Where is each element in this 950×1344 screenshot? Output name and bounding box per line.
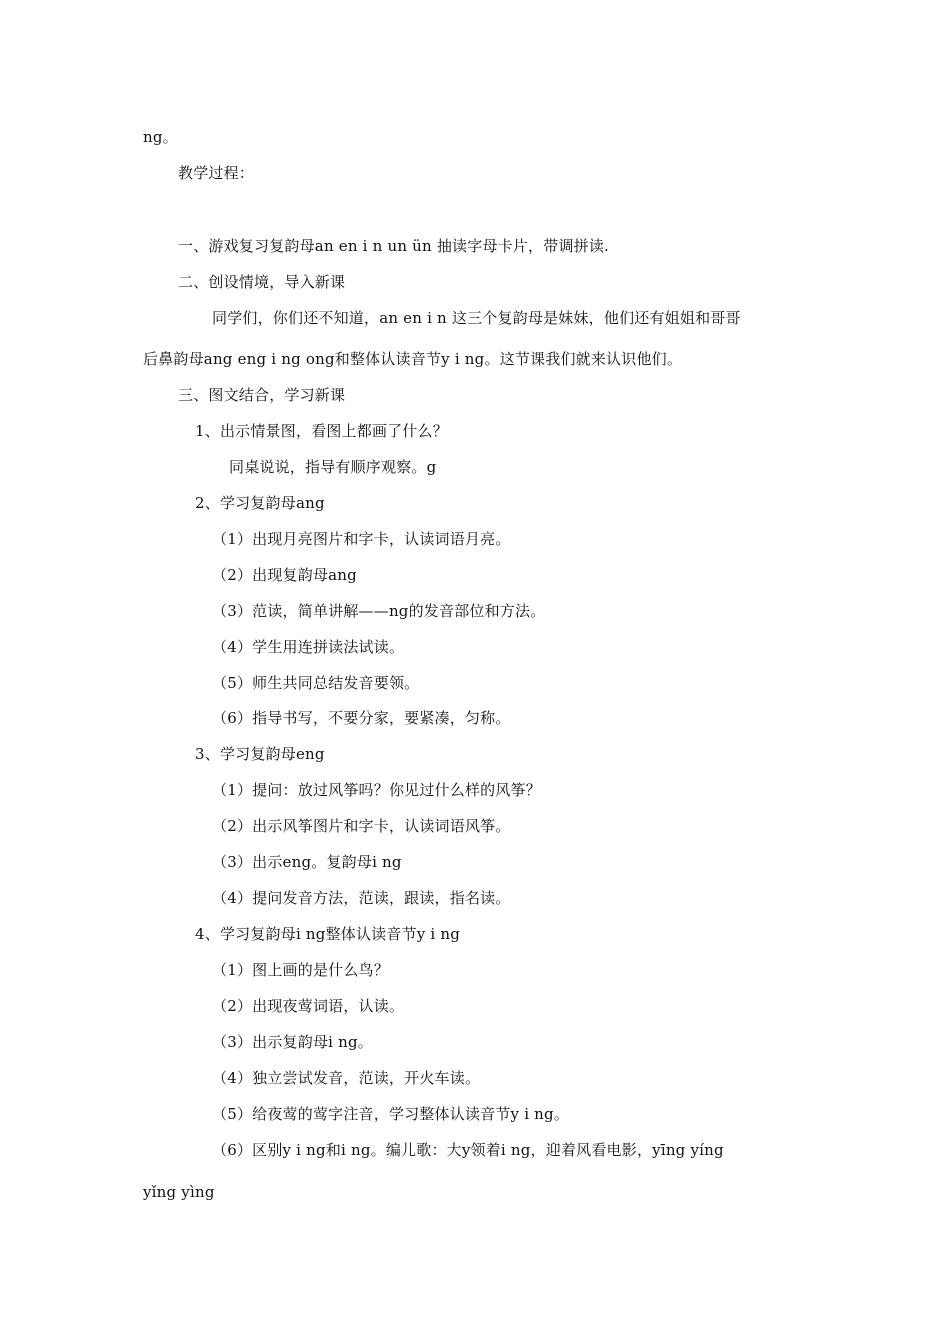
text-line: （2）出现复韵母ang <box>212 566 357 584</box>
text-line: yǐng yìng <box>143 1183 215 1201</box>
text-line: （4）提问发音方法，范读，跟读，指名读。 <box>212 889 511 907</box>
text-line: 二、创设情境，导入新课 <box>178 273 346 291</box>
text-line: （1）图上画的是什么鸟？ <box>212 961 389 979</box>
text-line: （3）出示复韵母i ng。 <box>212 1033 373 1051</box>
text-line: 三、图文结合，学习新课 <box>178 386 346 404</box>
text-line: 同学们，你们还不知道，an en i n 这三个复韵母是妹妹，他们还有姐姐和哥哥 <box>212 309 741 327</box>
text-line: （5）师生共同总结发音要领。 <box>212 674 420 692</box>
text-line: （2）出示风筝图片和字卡，认读词语风筝。 <box>212 817 511 835</box>
text-line: （1）出现月亮图片和字卡，认读词语月亮。 <box>212 530 511 548</box>
text-line: 2、学习复韵母ang <box>195 494 325 512</box>
text-line: （3）出示eng。复韵母i ng <box>212 853 402 871</box>
text-line: （6）指导书写，不要分家，要紧凑，匀称。 <box>212 709 511 727</box>
text-line: ng。 <box>143 128 178 146</box>
text-line: （5）给夜莺的莺字注音，学习整体认读音节y i ng。 <box>212 1105 570 1123</box>
text-line: 同桌说说，指导有顺序观察。g <box>229 458 437 476</box>
text-line: （4）学生用连拼读法试读。 <box>212 638 405 656</box>
text-line: （4）独立尝试发音，范读，开火车读。 <box>212 1069 481 1087</box>
section-heading: 教学过程： <box>178 164 255 182</box>
text-line: 后鼻韵母ang eng i ng ong和整体认读音节y i ng。这节课我们就来认识他们。 <box>143 350 683 368</box>
text-line: （1）提问：放过风筝吗？你见过什么样的风筝？ <box>212 781 541 799</box>
text-line: （2）出现夜莺词语，认读。 <box>212 997 405 1015</box>
text-line: 3、学习复韵母eng <box>195 745 325 763</box>
text-line: （6）区别y i ng和i ng。编儿歌：大y领着i ng，迎着风看电影，yīng yíng <box>212 1141 724 1159</box>
text-line: 一、游戏复习复韵母an en i n un ün 抽读字母卡片，带调拼读. <box>178 237 610 255</box>
text-line: 1、出示情景图，看图上都画了什么？ <box>195 422 448 440</box>
text-line: （3）范读，简单讲解——ng的发音部位和方法。 <box>212 602 546 620</box>
text-line: 4、学习复韵母i ng整体认读音节y i ng <box>195 925 461 943</box>
